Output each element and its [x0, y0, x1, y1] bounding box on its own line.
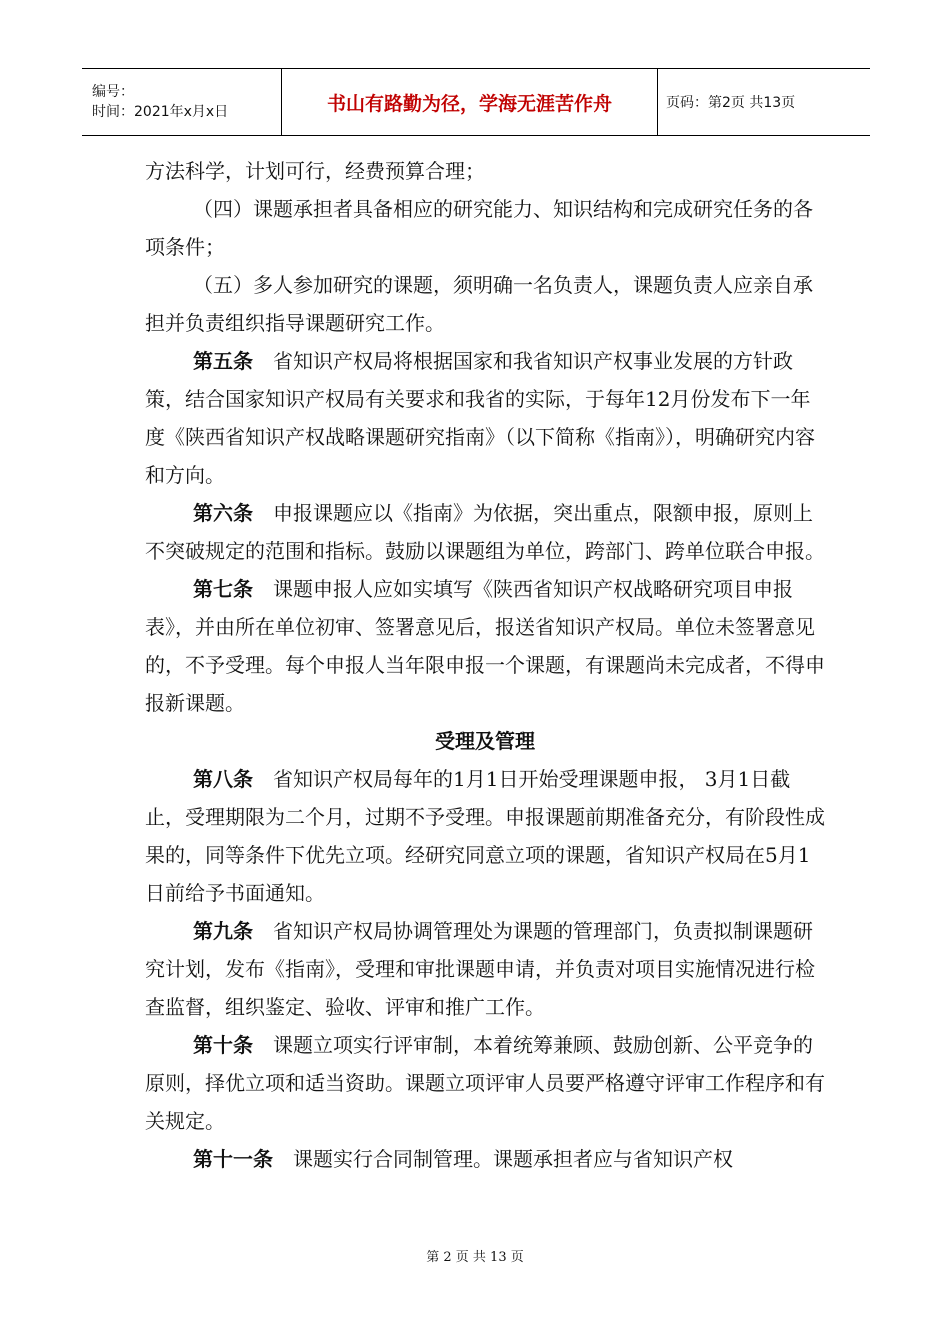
document-time-label: 时间：2021年x月x日 [92, 104, 229, 120]
article-number: 第九条 [193, 919, 253, 943]
article-number: 第七条 [193, 577, 253, 601]
article-paragraph [145, 570, 825, 722]
article-paragraph [145, 494, 825, 570]
article-paragraph [145, 760, 825, 912]
article-text: 申报课题应以《指南》为依据，突出重点，限额申报，原则上不突破规定的范围和指标。鼓励以课题组为单位，跨部门、跨单位联合申报。 [145, 501, 825, 563]
article-paragraph [145, 912, 825, 1026]
paragraph [145, 266, 825, 342]
page-info-text: 页码：第2页 共13页 [666, 95, 796, 111]
paragraph-text: （五）多人参加研究的课题，须明确一名负责人，课题负责人应亲自承担并负责组织指导课题研究工作。 [145, 273, 813, 335]
document-body [145, 152, 825, 1178]
article-text: 课题立项实行评审制，本着统筹兼顾、鼓励创新、公平竞争的原则，择优立项和适当资助。课题立项评审人员要严格遵守评审工作程序和有关规定。 [145, 1033, 825, 1133]
section-title: 受理及管理 [435, 729, 535, 753]
article-text: 省知识产权局每年的1月1日开始受理课题申报， 3月1日截止，受理期限为二个月，过期不予受理。申报课题前期准备充分，有阶段性成果的，同等条件下优先立项。经研究同意立项的课题，省知识产权局在5月1日前给予书面通知。 [145, 767, 825, 905]
paragraph-text: （四）课题承担者具备相应的研究能力、知识结构和完成研究任务的各项条件； [145, 197, 813, 259]
article-paragraph [145, 342, 825, 494]
article-paragraph [145, 1140, 825, 1178]
article-number: 第五条 [193, 349, 253, 373]
header-meta [82, 69, 282, 135]
header-motto [282, 69, 658, 135]
article-number: 第六条 [193, 501, 253, 525]
motto-text: 书山有路勤为径，学海无涯苦作舟 [326, 92, 612, 115]
article-paragraph [145, 1026, 825, 1140]
article-number: 第八条 [193, 767, 253, 791]
article-number: 第十一条 [193, 1147, 273, 1171]
article-number: 第十条 [193, 1033, 253, 1057]
article-text: 省知识产权局将根据国家和我省知识产权事业发展的方针政策，结合国家知识产权局有关要求和我省的实际，于每年12月份发布下一年度《陕西省知识产权战略课题研究指南》（以下简称《指南》），明确研究内容和方向。 [145, 349, 815, 487]
article-text: 课题申报人应如实填写《陕西省知识产权战略研究项目申报表》，并由所在单位初审、签署意见后，报送省知识产权局。单位未签署意见的，不予受理。每个申报人当年限申报一个课题，有课题尚未完成者，不得申报新课题。 [145, 577, 825, 715]
document-number-label: 编号： [92, 84, 134, 100]
page-footer: 第 2 页 共 13 页 [426, 1250, 524, 1265]
page-header [82, 68, 870, 136]
paragraph-text: 方法科学，计划可行，经费预算合理； [145, 159, 485, 183]
header-page-info [658, 69, 870, 135]
article-text: 省知识产权局协调管理处为课题的管理部门，负责拟制课题研究计划，发布《指南》，受理和审批课题申请，并负责对项目实施情况进行检查监督，组织鉴定、验收、评审和推广工作。 [145, 919, 815, 1019]
article-text: 课题实行合同制管理。课题承担者应与省知识产权 [293, 1147, 733, 1171]
paragraph [145, 190, 825, 266]
paragraph [145, 152, 825, 190]
